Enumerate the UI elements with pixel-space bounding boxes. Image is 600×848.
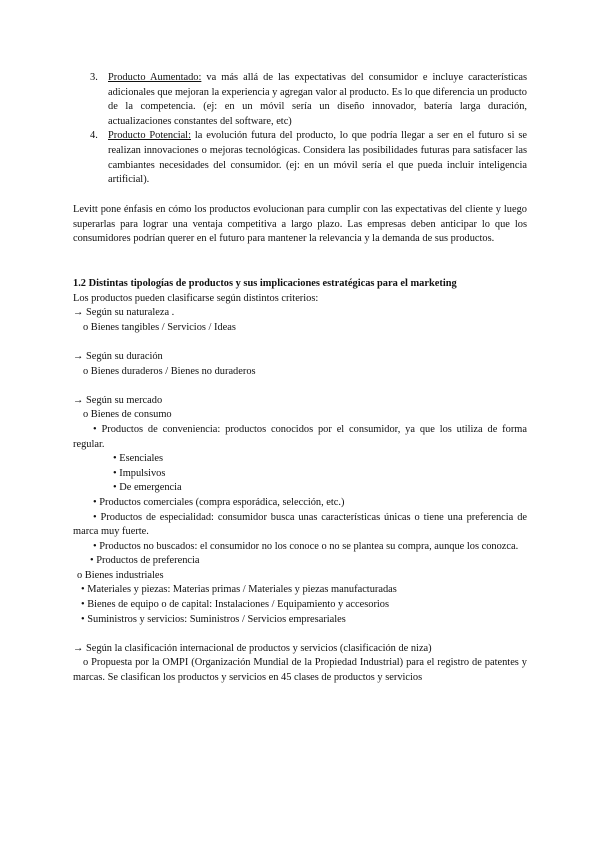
criterion-duracion: → Según su duración — [73, 350, 163, 362]
industrial-item: • Materiales y piezas: Materias primas / Materiales y piezas manufacturadas — [81, 584, 397, 596]
criterion-mercado: → Según su mercado — [73, 394, 163, 406]
productos-especialidad: • Productos de especialidad: consumidor busca unas características únicas o tiene una preferencia de marca muy fuerte. — [73, 511, 527, 538]
productos-no-buscados: • Productos no buscados: el consumidor no los conoce o no se plantea su compra, aunque los conozca. — [93, 540, 519, 552]
clasificacion-text: o Propuesta por la OMPI (Organización Mundial de la Propiedad Industrial) para el registro de patentes y marcas. Se clasifican los productos y servicios en 45 clases de productos y servicios — [73, 657, 527, 684]
section-intro: Los productos pueden clasificarse según distintos criterios: — [73, 292, 319, 304]
criterion-naturaleza: → Según su naturaleza . — [73, 307, 175, 319]
levitt-paragraph: Levitt pone énfasis en cómo los productos evolucionan para cumplir con las expectativas del cliente y luego superarlas para lograr una ventaja competitiva a largo plazo. Las empresas deben anticipar lo que los consumidores podrían querer en el futuro para mantener la relevancia y la demanda de sus productos. — [73, 204, 527, 245]
list-item — [90, 71, 527, 129]
conveniencia-sub-item: • Esenciales — [113, 453, 164, 465]
productos-preferencia: • Productos de preferencia — [90, 555, 200, 567]
conveniencia-sub-item: • Impulsivos — [113, 467, 166, 479]
list-number: 4. — [90, 130, 98, 142]
productos-comerciales: • Productos comerciales (compra esporádica, selección, etc.) — [93, 496, 345, 508]
list-item — [90, 129, 527, 187]
term-definition: va más allá de las expectativas del consumidor e incluye características adicionales que mejoran la experiencia y agregan valor al producto. Es lo que diferencia un producto de la competencia. (ej: en un móvil sería un diseño innovador, batería larga duración, actualizaciones constantes del software, etc) — [108, 72, 527, 127]
bienes-consumo: o Bienes de consumo — [83, 409, 172, 421]
naturaleza-item: o Bienes tangibles / Servicios / Ideas — [83, 321, 236, 333]
numbered-list — [90, 71, 527, 188]
term-definition: la evolución futura del producto, lo que podría llegar a ser en el futuro si se realizan innovaciones o mejoras tecnológicas. Considera las posibilidades futuras para satisfacer las cambiantes necesidades del consumidor. (ej: en un móvil sería el que pueda incluir inteligencia artificial). — [108, 130, 527, 186]
duracion-item: o Bienes duraderos / Bienes no duraderos — [83, 365, 256, 377]
conveniencia-sub-item: • De emergencia — [113, 482, 182, 494]
term-producto-aumentado: Producto Aumentado: — [108, 72, 202, 83]
section-1-2 — [73, 277, 527, 686]
productos-conveniencia: • Productos de conveniencia: productos conocidos por el consumidor, ya que los utiliza de forma regular. — [73, 423, 527, 450]
section-heading: 1.2 Distintas tipologías de productos y sus implicaciones estratégicas para el marketing — [73, 278, 457, 289]
industrial-item: • Bienes de equipo o de capital: Instalaciones / Equipamiento y accesorios — [81, 599, 390, 611]
industrial-item: • Suministros y servicios: Suministros / Servicios empresariales — [81, 613, 346, 625]
criterion-clasificacion: → Según la clasificación internacional de productos y servicios (clasificación de niza) — [73, 642, 432, 654]
bienes-industriales: o Bienes industriales — [77, 569, 164, 581]
term-producto-potencial: Producto Potencial: — [108, 130, 191, 142]
list-number: 3. — [90, 72, 98, 83]
